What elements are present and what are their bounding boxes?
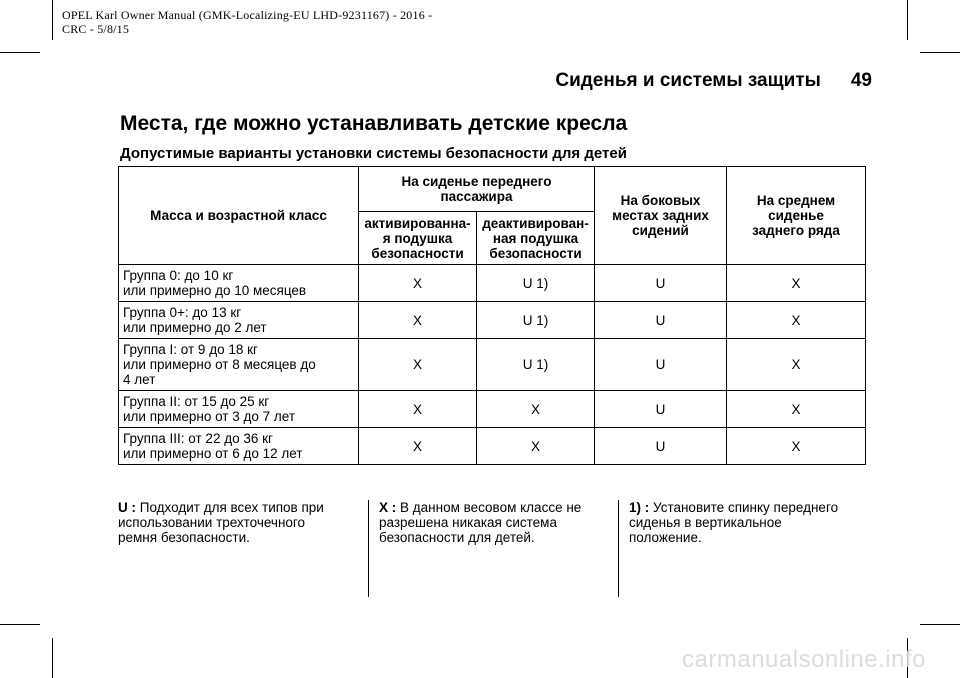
- crop-mark: [907, 0, 908, 40]
- crop-mark: [920, 624, 960, 625]
- footnote-text: положение.: [629, 530, 702, 545]
- crop-mark: [920, 52, 960, 53]
- header-line: пассажира: [440, 189, 513, 204]
- row-label-line: или примерно до 10 месяцев: [123, 283, 307, 298]
- footnote-text: использовании трехточечного: [118, 515, 306, 530]
- header-line: активированна-: [364, 215, 471, 231]
- cell-airbag-deactivated: U 1): [477, 339, 595, 391]
- cell-rear-outer: U: [595, 265, 727, 302]
- footnote-key: X :: [379, 500, 397, 515]
- cell-rear-center: X: [727, 265, 866, 302]
- footnote-text: Подходит для всех типов при: [139, 500, 324, 515]
- crop-mark: [0, 624, 40, 625]
- header-airbag-deactivated: [477, 212, 595, 265]
- cell-airbag-activated: X: [359, 302, 477, 339]
- cell-rear-outer: U: [595, 428, 727, 465]
- table-row: [119, 428, 866, 465]
- watermark: carmanualsonline.info: [682, 646, 926, 673]
- header-rear-center-seat: [727, 167, 866, 265]
- row-label-line: или примерно от 3 до 7 лет: [123, 409, 295, 424]
- header-line: сидений: [632, 223, 689, 238]
- footnote-1: [618, 500, 868, 597]
- crop-mark: [52, 0, 53, 40]
- chapter-title: Сиденья и системы защиты: [555, 70, 821, 91]
- footnote-key: U :: [118, 500, 136, 515]
- header-line: На среднем: [756, 193, 836, 208]
- row-label-line: или примерно от 6 до 12 лет: [123, 446, 303, 461]
- row-label-line: Группа 0+: до 13 кг: [123, 305, 242, 320]
- row-label-line: Группа III: от 22 до 36 кг: [123, 431, 273, 446]
- header-line: безопасности: [489, 245, 582, 261]
- header-line: я подушка: [382, 230, 453, 246]
- running-head: [555, 70, 872, 92]
- cell-rear-center: X: [727, 302, 866, 339]
- table-row: [119, 339, 866, 391]
- cell-rear-outer: U: [595, 391, 727, 428]
- cell-airbag-activated: X: [359, 428, 477, 465]
- document-header: [62, 8, 432, 36]
- table-row: [119, 265, 866, 302]
- row-label: [119, 391, 359, 428]
- crop-mark: [52, 638, 53, 678]
- cell-rear-outer: U: [595, 302, 727, 339]
- header-line: сиденье: [768, 208, 824, 223]
- cell-airbag-activated: X: [359, 265, 477, 302]
- footnote-text: сиденья в вертикальное: [629, 515, 782, 530]
- header-rear-outer-seats: [595, 167, 727, 265]
- table-row: [119, 391, 866, 428]
- row-label-line: Группа 0: до 10 кг: [123, 268, 234, 283]
- row-label-line: Группа II: от 15 до 25 кг: [123, 394, 270, 409]
- header-line: местах задних: [612, 208, 709, 223]
- section-title: Места, где можно устанавливать детские кресла: [120, 112, 628, 135]
- cell-rear-center: X: [727, 339, 866, 391]
- header-line: деактивирован-: [482, 215, 589, 231]
- row-label: [119, 265, 359, 302]
- footnote-text: разрешена никакая система: [379, 515, 557, 530]
- cell-airbag-deactivated: X: [477, 391, 595, 428]
- child-seat-table: [118, 166, 866, 465]
- footnote-text: Установите спинку переднего: [653, 500, 839, 515]
- cell-airbag-deactivated: U 1): [477, 302, 595, 339]
- cell-airbag-deactivated: X: [477, 428, 595, 465]
- table-row: [119, 302, 866, 339]
- row-label: [119, 302, 359, 339]
- header-line: На сиденье переднего: [401, 174, 552, 189]
- row-label-line: Группа I: от 9 до 18 кг: [123, 342, 258, 357]
- page-number: 49: [850, 70, 872, 91]
- cell-airbag-deactivated: U 1): [477, 265, 595, 302]
- footnote-text: В данном весовом классе не: [400, 500, 582, 515]
- header-weight-class: Масса и возрастной класс: [119, 167, 359, 265]
- header-front-passenger: [359, 167, 595, 212]
- footnote-text: ремня безопасности.: [118, 530, 250, 545]
- footnote-key: 1) :: [629, 500, 650, 515]
- table-caption: Допустимые варианты установки системы безопасности для детей: [120, 145, 627, 162]
- cell-rear-outer: U: [595, 339, 727, 391]
- header-line: заднего ряда: [752, 223, 840, 238]
- footnote-u: [118, 500, 368, 597]
- header-airbag-activated: [359, 212, 477, 265]
- row-label: [119, 428, 359, 465]
- cell-airbag-activated: X: [359, 339, 477, 391]
- header-line: безопасности: [371, 245, 464, 261]
- footnote-text: безопасности для детей.: [379, 530, 535, 545]
- row-label: [119, 339, 359, 391]
- cell-airbag-activated: X: [359, 391, 477, 428]
- header-line: На боковых: [620, 193, 701, 208]
- row-label-line: или примерно от 8 месяцев до: [123, 357, 316, 372]
- footnote-x: [368, 500, 618, 597]
- cell-rear-center: X: [727, 391, 866, 428]
- document-header-line: CRC - 5/8/15: [62, 22, 130, 36]
- row-label-line: 4 лет: [123, 372, 156, 387]
- document-header-line: OPEL Karl Owner Manual (GMK-Localizing-EU LHD-9231167) - 2016 -: [62, 8, 433, 22]
- row-label-line: или примерно до 2 лет: [123, 320, 267, 335]
- cell-rear-center: X: [727, 428, 866, 465]
- header-line: ная подушка: [492, 230, 579, 246]
- crop-mark: [0, 52, 40, 53]
- footnotes: [118, 500, 878, 597]
